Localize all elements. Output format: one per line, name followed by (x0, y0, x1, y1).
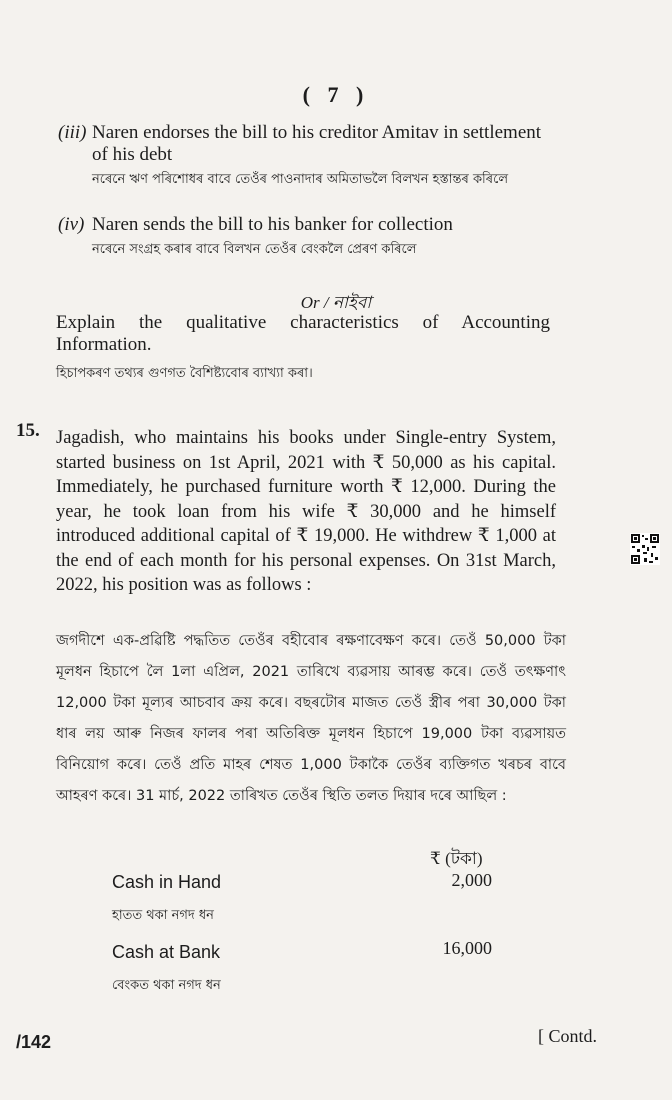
sub-question-assamese: নৰেনে সংগ্ৰহ কৰাৰ বাবে বিলখন তেওঁৰ বেংকলৈ প্ৰেৰণ কৰিলে (92, 242, 417, 257)
sub-question-iv (58, 214, 558, 260)
qr-code-icon (630, 533, 660, 565)
cash-in-hand-value: 2,000 (451, 870, 492, 890)
alternative-question-english: Explain the qualitative characteristics of Accounting Information. (56, 312, 550, 355)
sub-question-label: (iv) (58, 214, 85, 235)
sub-question-iii (58, 122, 558, 190)
sub-question-english: Naren endorses the bill to his creditor Amitav in settlement of his debt (92, 122, 542, 165)
sub-question-english: Naren sends the bill to his banker for collection (92, 214, 453, 235)
question-assamese-text: জগদীশে এক-প্ৰৱিষ্টি পদ্ধতিত তেওঁৰ বহীবোৰ ৰক্ষণাবেক্ষণ কৰে। তেওঁ 50,000 টকা মূলধন হিচাপে লৈ 1লা এপ্ৰিল, 2021 তাৰিখে ব্যৱসায় আৰম্ভ কৰে। তেওঁ তৎক্ষণাৎ 12,000 টকা মূল্যৰ আচবাব ক্ৰয় কৰে। বছৰটোৰ মাজত তেওঁ স্ত্ৰীৰ পৰা 30,000 টকা ধাৰ লয় আৰু নিজৰ ফালৰ পৰা অতিৰিক্ত মূলধন হিচাপে 19,000 টকা ব্যৱসায়ত বিনিয়োগ কৰে। তেওঁ প্ৰতি মাহৰ শেষত 1,000 টকাকৈ তেওঁৰ ব্যক্তিগত খৰচৰ বাবে আহৰণ কৰে। 31 মাৰ্চ, 2022 তাৰিখত তেওঁৰ স্থিতি তলত দিয়াৰ দৰে আছিল : (56, 633, 566, 804)
cash-at-bank-label: Cash at Bank (112, 942, 221, 962)
question-number: 15. (16, 420, 40, 441)
sub-question-label: (iii) (58, 122, 87, 143)
alternative-question-assamese: হিচাপকৰণ তথ্যৰ গুণগত বৈশিষ্ট্যবোৰ ব্যাখ্যা কৰা। (56, 366, 313, 381)
or-divider: Or / নাইবা (300, 293, 372, 312)
cash-at-bank-label-assamese: বেংকত থকা নগদ ধন (112, 978, 221, 993)
amount-column-header: ₹ (টকা) (430, 849, 483, 868)
cash-at-bank-value: 16,000 (442, 938, 492, 958)
question-english-text: Jagadish, who maintains his books under Single-entry System, started business on 1st April, 2021 with ₹ 50,000 as his capital. Immediately, he purchased furniture worth ₹ 12,000. During the year, he took loan from his wife ₹ 30,000 and he himself introduced additional capital of ₹ 19,000. He withdrew ₹ 1,000 at the end of each month for his personal expenses. On 31st March, 2022, his position was as follows : (56, 428, 556, 595)
continued-marker: [ Contd. (538, 1026, 598, 1046)
page-number: ( 7 ) (302, 82, 370, 107)
paper-code: /142 (16, 1032, 52, 1052)
cash-in-hand-label: Cash in Hand (112, 872, 222, 892)
alternative-question (56, 312, 550, 384)
sub-question-assamese: নৰেনে ঋণ পৰিশোধৰ বাবে তেওঁৰ পাওনাদাৰ অমিতাভলৈ বিলখন হস্তান্তৰ কৰিলে (92, 172, 508, 187)
cash-in-hand-label-assamese: হাতত থকা নগদ ধন (112, 908, 214, 923)
